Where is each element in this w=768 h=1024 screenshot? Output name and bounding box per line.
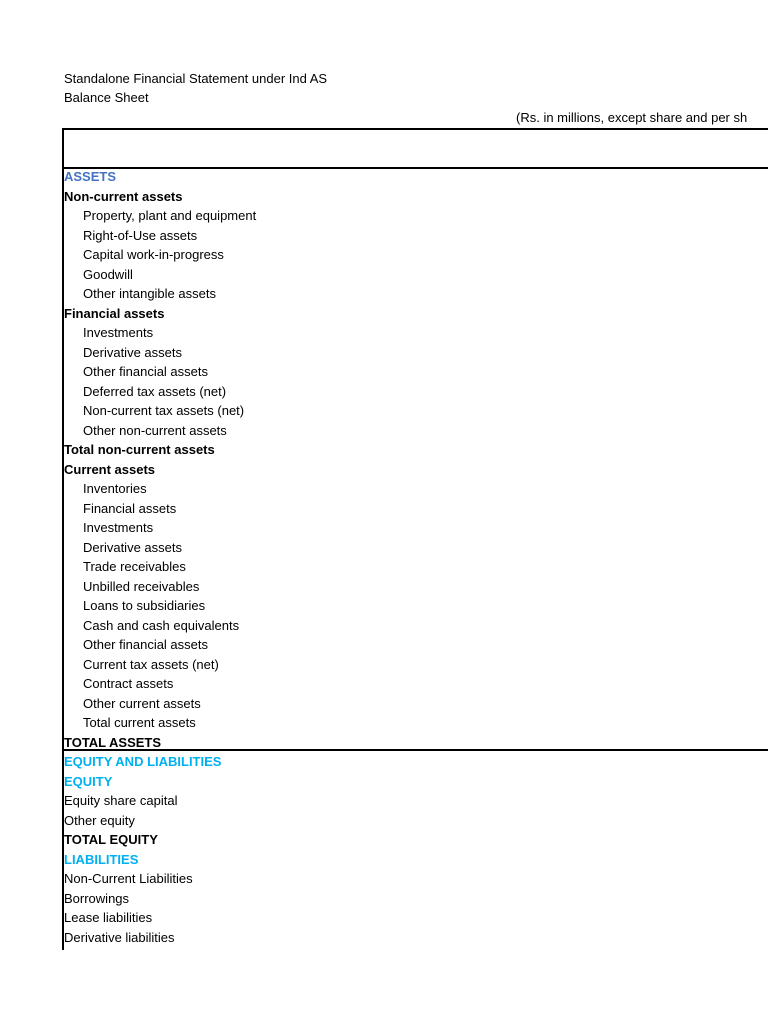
line-item: ASSETS (64, 169, 117, 184)
line-item: Borrowings (64, 890, 130, 906)
line-item: Inventories (83, 481, 147, 496)
line-item: Non-Current Liabilities (64, 871, 193, 886)
statement-subtitle: Balance Sheet (64, 90, 149, 105)
statement-title: Standalone Financial Statement under Ind AS (64, 71, 328, 86)
line-item: Financial assets (64, 305, 165, 321)
line-item: TOTAL ASSETS (64, 734, 162, 750)
line-item: Lease liabilities (64, 910, 153, 925)
line-item: Total non-current assets (64, 442, 215, 457)
line-item: Trade receivables (83, 559, 186, 574)
line-item: Other current assets (83, 695, 201, 711)
line-item: Other financial assets (83, 637, 209, 652)
line-item: Derivative liabilities (64, 929, 175, 945)
line-item: Cash and cash equivalents (83, 617, 240, 633)
line-item: Equity share capital (64, 793, 178, 808)
line-item: EQUITY AND LIABILITIES (64, 754, 222, 769)
line-item: TOTAL EQUITY (64, 832, 158, 847)
line-item: Other intangible assets (83, 286, 216, 301)
line-item: Non-current assets (64, 188, 183, 204)
line-item: LIABILITIES (64, 851, 139, 867)
line-item: Other financial assets (83, 364, 209, 379)
units-note: (Rs. in millions, except share and per sh (516, 110, 748, 125)
line-item: Right-of-Use assets (83, 227, 198, 243)
line-item: EQUITY (64, 773, 113, 789)
line-item: Current tax assets (net) (83, 656, 219, 672)
line-item: Unbilled receivables (83, 578, 200, 594)
line-item: Other non-current assets (83, 422, 227, 438)
line-item: Derivative assets (83, 539, 182, 555)
line-item: Non-current tax assets (net) (83, 403, 245, 418)
line-item: Investments (83, 520, 154, 535)
table-top-border (62, 128, 768, 130)
line-item: Contract assets (83, 676, 174, 691)
line-item: Property, plant and equipment (83, 208, 257, 223)
line-item: Derivative assets (83, 344, 182, 360)
line-item: Investments (83, 325, 154, 340)
line-item: Capital work-in-progress (83, 247, 224, 262)
table-header-border (62, 167, 768, 169)
line-item: Loans to subsidiaries (83, 598, 206, 613)
line-item: Other equity (64, 812, 135, 828)
total-assets-border (62, 749, 768, 751)
line-item: Total current assets (83, 715, 196, 730)
line-item: Financial assets (83, 500, 177, 516)
line-item: Goodwill (83, 266, 133, 282)
line-item: Deferred tax assets (net) (83, 383, 227, 399)
line-item: Current assets (64, 461, 156, 477)
